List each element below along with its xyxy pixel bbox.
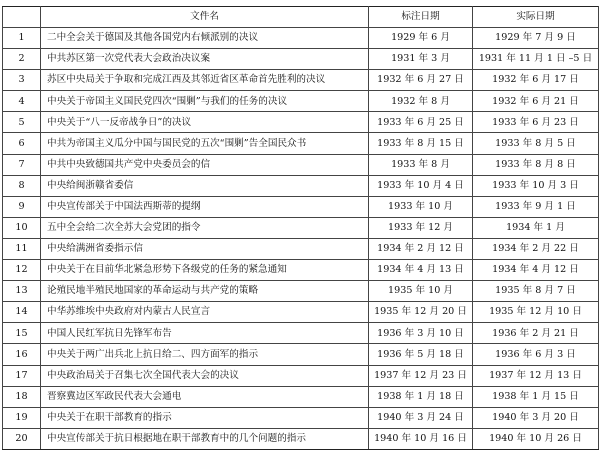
row-number: 16 bbox=[3, 344, 41, 365]
marked-date: 1933 年 8 月 bbox=[369, 154, 473, 175]
actual-date: 1940 年 3 月 20 日 bbox=[473, 407, 599, 428]
table-body bbox=[3, 28, 599, 450]
document-name: 苏区中央局关于争取和完成江西及其邻近省区革命首先胜利的决议 bbox=[41, 70, 369, 91]
table-row bbox=[3, 196, 599, 217]
table-header bbox=[3, 7, 599, 28]
table-row bbox=[3, 28, 599, 49]
marked-date: 1931 年 3 月 bbox=[369, 49, 473, 70]
row-number: 3 bbox=[3, 70, 41, 91]
table-row bbox=[3, 238, 599, 259]
table-row bbox=[3, 70, 599, 91]
marked-date: 1940 年 10 月 16 日 bbox=[369, 428, 473, 449]
document-name: 中央关于帝国主义国民党四次“围剿”与我们的任务的决议 bbox=[41, 91, 369, 112]
document-name: 晋察冀边区军政民代表大会通电 bbox=[41, 386, 369, 407]
document-name: 五中全会给二次全苏大会党团的指令 bbox=[41, 217, 369, 238]
marked-date: 1936 年 5 月 18 日 bbox=[369, 344, 473, 365]
marked-date: 1933 年 10 月 4 日 bbox=[369, 175, 473, 196]
table-row bbox=[3, 175, 599, 196]
row-number: 20 bbox=[3, 428, 41, 449]
marked-date: 1934 年 2 月 12 日 bbox=[369, 238, 473, 259]
document-name: 中央关于“八一反帝战争日”的决议 bbox=[41, 112, 369, 133]
actual-date: 1935 年 12 月 10 日 bbox=[473, 302, 599, 323]
actual-date: 1934 年 2 月 22 日 bbox=[473, 238, 599, 259]
actual-date: 1933 年 8 月 5 日 bbox=[473, 133, 599, 154]
row-number: 5 bbox=[3, 112, 41, 133]
table-row bbox=[3, 281, 599, 302]
table-row bbox=[3, 428, 599, 449]
actual-date: 1932 年 6 月 17 日 bbox=[473, 70, 599, 91]
table-row bbox=[3, 260, 599, 281]
row-number: 15 bbox=[3, 323, 41, 344]
document-name: 中共苏区第一次党代表大会政治决议案 bbox=[41, 49, 369, 70]
row-number: 19 bbox=[3, 407, 41, 428]
row-number: 17 bbox=[3, 365, 41, 386]
document-name: 论殖民地半殖民地国家的革命运动与共产党的策略 bbox=[41, 281, 369, 302]
marked-date: 1933 年 6 月 25 日 bbox=[369, 112, 473, 133]
row-number: 14 bbox=[3, 302, 41, 323]
row-number: 8 bbox=[3, 175, 41, 196]
actual-date: 1940 年 10 月 26 日 bbox=[473, 428, 599, 449]
row-number: 13 bbox=[3, 281, 41, 302]
marked-date: 1935 年 12 月 20 日 bbox=[369, 302, 473, 323]
marked-date: 1935 年 10 月 bbox=[369, 281, 473, 302]
marked-date: 1929 年 6 月 bbox=[369, 28, 473, 49]
actual-date: 1936 年 2 月 21 日 bbox=[473, 323, 599, 344]
marked-date: 1938 年 1 月 18 日 bbox=[369, 386, 473, 407]
marked-date: 1933 年 12 月 bbox=[369, 217, 473, 238]
marked-date: 1934 年 4 月 13 日 bbox=[369, 260, 473, 281]
actual-date: 1933 年 6 月 23 日 bbox=[473, 112, 599, 133]
table-row bbox=[3, 49, 599, 70]
actual-date: 1934 年 1 月 bbox=[473, 217, 599, 238]
document-name: 中央关于在职干部教育的指示 bbox=[41, 407, 369, 428]
table-row bbox=[3, 154, 599, 175]
document-name: 中央关于在目前华北紧急形势下各级党的任务的紧急通知 bbox=[41, 260, 369, 281]
header-number bbox=[3, 7, 41, 28]
documents-date-table bbox=[2, 6, 599, 450]
row-number: 9 bbox=[3, 196, 41, 217]
actual-date: 1934 年 4 月 12 日 bbox=[473, 260, 599, 281]
marked-date: 1932 年 8 月 bbox=[369, 91, 473, 112]
row-number: 11 bbox=[3, 238, 41, 259]
row-number: 1 bbox=[3, 28, 41, 49]
header-marked-date: 标注日期 bbox=[369, 7, 473, 28]
actual-date: 1932 年 6 月 21 日 bbox=[473, 91, 599, 112]
actual-date: 1933 年 8 月 8 日 bbox=[473, 154, 599, 175]
row-number: 7 bbox=[3, 154, 41, 175]
actual-date: 1938 年 1 月 15 日 bbox=[473, 386, 599, 407]
marked-date: 1933 年 8 月 15 日 bbox=[369, 133, 473, 154]
actual-date: 1937 年 12 月 13 日 bbox=[473, 365, 599, 386]
actual-date: 1929 年 7 月 9 日 bbox=[473, 28, 599, 49]
document-name: 中共中央致德国共产党中央委员会的信 bbox=[41, 154, 369, 175]
document-name: 二中全会关于德国及其他各国党内右倾派别的决议 bbox=[41, 28, 369, 49]
row-number: 12 bbox=[3, 260, 41, 281]
table-row bbox=[3, 344, 599, 365]
table-row bbox=[3, 407, 599, 428]
document-name: 中央给闽浙赣省委信 bbox=[41, 175, 369, 196]
table-row bbox=[3, 91, 599, 112]
header-document-name: 文件名 bbox=[41, 7, 369, 28]
actual-date: 1935 年 8 月 7 日 bbox=[473, 281, 599, 302]
actual-date: 1931 年 11 月 1 日 –5 日 bbox=[473, 49, 599, 70]
table-row bbox=[3, 386, 599, 407]
marked-date: 1933 年 10 月 bbox=[369, 196, 473, 217]
table-row bbox=[3, 217, 599, 238]
header-actual-date: 实际日期 bbox=[473, 7, 599, 28]
marked-date: 1937 年 12 月 23 日 bbox=[369, 365, 473, 386]
marked-date: 1932 年 6 月 27 日 bbox=[369, 70, 473, 91]
row-number: 18 bbox=[3, 386, 41, 407]
row-number: 2 bbox=[3, 49, 41, 70]
row-number: 6 bbox=[3, 133, 41, 154]
document-name: 中央宣传部关于抗日根据地在职干部教育中的几个问题的指示 bbox=[41, 428, 369, 449]
document-name: 中国人民红军抗日先锋军布告 bbox=[41, 323, 369, 344]
table-row bbox=[3, 302, 599, 323]
document-name: 中共为帝国主义瓜分中国与国民党的五次“围剿”告全国民众书 bbox=[41, 133, 369, 154]
table-row bbox=[3, 112, 599, 133]
table-row bbox=[3, 323, 599, 344]
table-row bbox=[3, 133, 599, 154]
actual-date: 1933 年 10 月 3 日 bbox=[473, 175, 599, 196]
actual-date: 1933 年 9 月 1 日 bbox=[473, 196, 599, 217]
marked-date: 1940 年 3 月 24 日 bbox=[369, 407, 473, 428]
row-number: 4 bbox=[3, 91, 41, 112]
header-row bbox=[3, 7, 599, 28]
document-name: 中华苏维埃中央政府对内蒙古人民宣言 bbox=[41, 302, 369, 323]
actual-date: 1936 年 6 月 3 日 bbox=[473, 344, 599, 365]
document-name: 中央关于两广出兵北上抗日给二、四方面军的指示 bbox=[41, 344, 369, 365]
table-row bbox=[3, 365, 599, 386]
document-name: 中央给满洲省委指示信 bbox=[41, 238, 369, 259]
marked-date: 1936 年 3 月 10 日 bbox=[369, 323, 473, 344]
document-name: 中央宣传部关于中国法西斯蒂的提纲 bbox=[41, 196, 369, 217]
row-number: 10 bbox=[3, 217, 41, 238]
document-name: 中央政治局关于召集七次全国代表大会的决议 bbox=[41, 365, 369, 386]
